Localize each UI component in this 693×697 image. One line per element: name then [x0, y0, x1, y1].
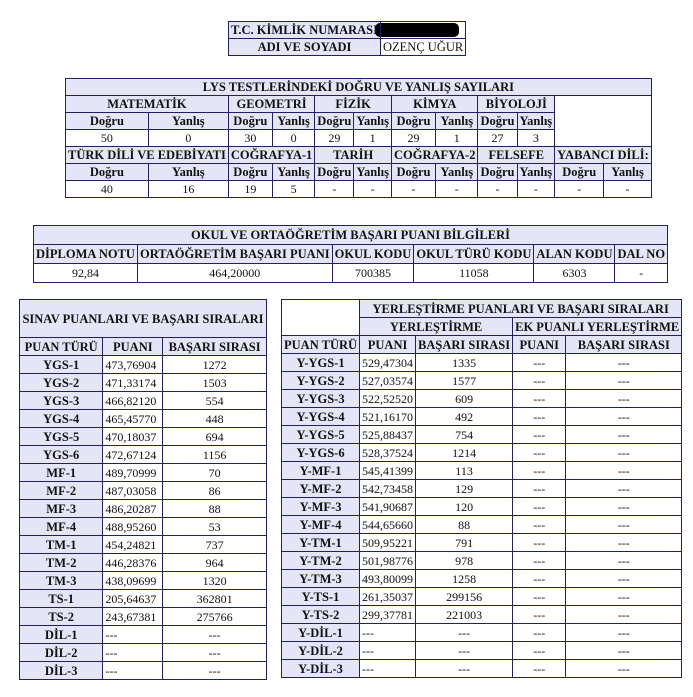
puani: 465,45770	[103, 410, 163, 428]
puan-turu: DİL-2	[20, 644, 103, 662]
wrong-count: 3	[517, 130, 555, 147]
puan-turu: TS-1	[20, 590, 103, 608]
basari-sirasi: ---	[163, 644, 267, 662]
puan-turu: TS-2	[20, 608, 103, 626]
puani: 438,09699	[103, 572, 163, 590]
lys-subject: GEOMETRİ	[228, 96, 314, 113]
basari-sirasi: 1503	[163, 374, 267, 392]
puan-turu: YGS-1	[20, 356, 103, 374]
puan-turu: TM-2	[20, 554, 103, 572]
puan-turu: MF-3	[20, 500, 103, 518]
wrong-label: Yanlış	[148, 113, 228, 130]
puani: ---	[360, 660, 416, 678]
table-row	[20, 608, 267, 626]
basari-sirasi: 113	[416, 462, 513, 480]
table-row	[20, 392, 267, 410]
wrong-label: Yanlış	[436, 164, 478, 181]
lys-subject: MATEMATİK	[66, 96, 229, 113]
okul-header: DAL NO	[615, 245, 668, 264]
puan-turu: Y-YGS-4	[282, 408, 360, 426]
wrong-label: Yanlış	[148, 164, 228, 181]
ek-puani: ---	[513, 516, 566, 534]
correct-label: Doğru	[555, 164, 604, 181]
puan-turu: TM-3	[20, 572, 103, 590]
puani: ---	[103, 626, 163, 644]
wrong-count: 0	[148, 130, 228, 147]
okul-title: OKUL VE ORTAÖĞRETİM BAŞARI PUANI BİLGİLERİ	[34, 226, 668, 245]
ek-basari-sirasi: ---	[566, 588, 682, 606]
table-row	[20, 428, 267, 446]
puani: 299,37781	[360, 606, 416, 624]
table-row	[282, 444, 682, 462]
correct-label: Doğru	[228, 113, 272, 130]
correct-count: 29	[315, 130, 354, 147]
table-row	[282, 498, 682, 516]
lys-subject: COĞRAFYA-2	[391, 147, 477, 164]
ek-basari-sirasi: ---	[566, 480, 682, 498]
wrong-label: Yanlış	[604, 164, 651, 181]
table-row	[282, 606, 682, 624]
wrong-count: -	[517, 181, 555, 198]
correct-count: 50	[66, 130, 149, 147]
puani: 525,88437	[360, 426, 416, 444]
ek-puani: ---	[513, 390, 566, 408]
basari-sirasi: ---	[416, 624, 513, 642]
ek-puani: ---	[513, 498, 566, 516]
puani: 522,52520	[360, 390, 416, 408]
table-row	[20, 446, 267, 464]
table-row	[20, 626, 267, 644]
basari-sirasi: 554	[163, 392, 267, 410]
basari-sirasi: 1320	[163, 572, 267, 590]
basari-sirasi: 88	[163, 500, 267, 518]
basari-sirasi: 129	[416, 480, 513, 498]
yerlestirme-group: YERLEŞTİRME	[360, 318, 513, 336]
basari-sirasi: 221003	[416, 606, 513, 624]
correct-count: 40	[66, 181, 149, 198]
puani: 205,64637	[103, 590, 163, 608]
table-row	[282, 570, 682, 588]
puan-turu: MF-1	[20, 464, 103, 482]
basari-sirasi: ---	[163, 662, 267, 680]
puani: 472,67124	[103, 446, 163, 464]
ek-puanli-group: EK PUANLI YERLEŞTİRME	[513, 318, 682, 336]
sinav-table	[19, 299, 267, 680]
puani: 446,28376	[103, 554, 163, 572]
table-row	[20, 500, 267, 518]
okul-header: OKUL KODU	[332, 245, 414, 264]
puan-turu: Y-MF-3	[282, 498, 360, 516]
table-row	[20, 410, 267, 428]
puani: 470,18037	[103, 428, 163, 446]
ek-puani: ---	[513, 624, 566, 642]
ek-basari-sirasi: ---	[566, 390, 682, 408]
puani: ---	[360, 624, 416, 642]
puani: ---	[103, 662, 163, 680]
puan-turu: Y-YGS-6	[282, 444, 360, 462]
table-row	[20, 464, 267, 482]
lys-title: LYS TESTLERİNDEKİ DOĞRU VE YANLIŞ SAYILARI	[66, 79, 652, 96]
correct-count: -	[478, 181, 517, 198]
ek-puani: ---	[513, 408, 566, 426]
puan-turu: YGS-6	[20, 446, 103, 464]
puani: 545,41399	[360, 462, 416, 480]
puani: 454,24821	[103, 536, 163, 554]
wrong-label: Yanlış	[517, 113, 555, 130]
puani: 489,70999	[103, 464, 163, 482]
correct-label: Doğru	[478, 164, 517, 181]
puan-turu: Y-MF-4	[282, 516, 360, 534]
ek-puani: ---	[513, 534, 566, 552]
okul-header: ALAN KODU	[534, 245, 615, 264]
basari-sirasi: 1272	[163, 356, 267, 374]
puani: 544,65660	[360, 516, 416, 534]
ek-puani: ---	[513, 354, 566, 372]
table-row	[20, 554, 267, 572]
puan-turu: Y-TS-2	[282, 606, 360, 624]
puan-turu: MF-2	[20, 482, 103, 500]
ek-puani: ---	[513, 606, 566, 624]
table-row	[282, 408, 682, 426]
ek-basari-sirasi: ---	[566, 534, 682, 552]
basari-sirasi: 1335	[416, 354, 513, 372]
table-row	[282, 516, 682, 534]
puani: 471,33174	[103, 374, 163, 392]
basari-sirasi: 1258	[416, 570, 513, 588]
ek-basari-sirasi: ---	[566, 516, 682, 534]
ek-puani: ---	[513, 372, 566, 390]
correct-label: Doğru	[391, 164, 435, 181]
puan-turu: Y-TM-2	[282, 552, 360, 570]
correct-label: Doğru	[228, 164, 272, 181]
correct-label: Doğru	[66, 113, 149, 130]
puan-turu: Y-TM-1	[282, 534, 360, 552]
lys-table	[65, 78, 652, 198]
correct-count: -	[391, 181, 435, 198]
puani: 529,47304	[360, 354, 416, 372]
wrong-count: 1	[436, 130, 478, 147]
puani: 473,76904	[103, 356, 163, 374]
ek-basari-sirasi: ---	[566, 660, 682, 678]
yerlestirme-corner-blank	[282, 300, 360, 336]
ek-basari-sirasi: ---	[566, 552, 682, 570]
basari-sirasi: 737	[163, 536, 267, 554]
ek-puani: ---	[513, 480, 566, 498]
table-row	[20, 644, 267, 662]
correct-count: -	[555, 181, 604, 198]
yerlestirme-header: PUANI	[360, 336, 416, 354]
lys-subject: TARİH	[315, 147, 392, 164]
basari-sirasi: ---	[163, 626, 267, 644]
puan-turu: TM-1	[20, 536, 103, 554]
basari-sirasi: 754	[416, 426, 513, 444]
wrong-count: 5	[272, 181, 314, 198]
yerlestirme-header: PUANI	[513, 336, 566, 354]
puan-turu: Y-DİL-1	[282, 624, 360, 642]
ek-basari-sirasi: ---	[566, 606, 682, 624]
wrong-count: 1	[354, 130, 392, 147]
yerlestirme-header: BAŞARI SIRASI	[566, 336, 682, 354]
basari-sirasi: 53	[163, 518, 267, 536]
correct-label: Doğru	[391, 113, 435, 130]
wrong-count: -	[604, 181, 651, 198]
puani: 541,90687	[360, 498, 416, 516]
puan-turu: Y-MF-2	[282, 480, 360, 498]
table-row	[20, 482, 267, 500]
wrong-count: -	[436, 181, 478, 198]
puani: 521,16170	[360, 408, 416, 426]
ek-puani: ---	[513, 588, 566, 606]
basari-sirasi: ---	[416, 642, 513, 660]
table-row	[282, 354, 682, 372]
basari-sirasi: ---	[416, 660, 513, 678]
basari-sirasi: 609	[416, 390, 513, 408]
table-row	[20, 590, 267, 608]
ek-basari-sirasi: ---	[566, 498, 682, 516]
table-row	[282, 426, 682, 444]
basari-sirasi: 978	[416, 552, 513, 570]
basari-sirasi: 362801	[163, 590, 267, 608]
puani: 501,98776	[360, 552, 416, 570]
wrong-label: Yanlış	[354, 164, 392, 181]
puani: 261,35037	[360, 588, 416, 606]
table-row	[20, 374, 267, 392]
puan-turu: YGS-2	[20, 374, 103, 392]
puan-turu: Y-TM-3	[282, 570, 360, 588]
yerlestirme-table	[281, 299, 682, 678]
lys-subject: YABANCI DİLİ:	[555, 147, 652, 164]
name-value: OZENÇ UĞUR	[381, 39, 466, 56]
ek-basari-sirasi: ---	[566, 372, 682, 390]
basari-sirasi: 88	[416, 516, 513, 534]
basari-sirasi: 275766	[163, 608, 267, 626]
wrong-label: Yanlış	[517, 164, 555, 181]
puan-turu: Y-DİL-3	[282, 660, 360, 678]
table-row	[282, 390, 682, 408]
correct-label: Doğru	[315, 164, 354, 181]
correct-count: 27	[478, 130, 517, 147]
puani: 466,82120	[103, 392, 163, 410]
basari-sirasi: 70	[163, 464, 267, 482]
basari-sirasi: 448	[163, 410, 267, 428]
sinav-header: PUANI	[103, 338, 163, 356]
lys-subject: TÜRK DİLİ VE EDEBİYATI	[66, 147, 229, 164]
okul-value: 464,20000	[137, 264, 332, 283]
okul-value: -	[615, 264, 668, 283]
puani: 487,03058	[103, 482, 163, 500]
okul-value: 700385	[332, 264, 414, 283]
basari-sirasi: 492	[416, 408, 513, 426]
puani: 486,20287	[103, 500, 163, 518]
puan-turu: DİL-3	[20, 662, 103, 680]
basari-sirasi: 1156	[163, 446, 267, 464]
puan-turu: Y-DİL-2	[282, 642, 360, 660]
wrong-label: Yanlış	[436, 113, 478, 130]
lys-subject: BİYOLOJİ	[478, 96, 555, 113]
table-row	[20, 572, 267, 590]
correct-count: 30	[228, 130, 272, 147]
okul-value: 6303	[534, 264, 615, 283]
table-row	[20, 536, 267, 554]
wrong-count: 16	[148, 181, 228, 198]
yerlestirme-title: YERLEŞTİRME PUANLARI VE BAŞARI SIRALARI	[360, 300, 682, 318]
ek-basari-sirasi: ---	[566, 570, 682, 588]
lys-subject: COĞRAFYA-1	[228, 147, 314, 164]
ek-puani: ---	[513, 552, 566, 570]
puani: ---	[360, 642, 416, 660]
puan-turu: YGS-5	[20, 428, 103, 446]
okul-header: DİPLOMA NOTU	[34, 245, 138, 264]
wrong-label: Yanlış	[272, 164, 314, 181]
lys-empty-cell	[555, 96, 652, 147]
ek-puani: ---	[513, 462, 566, 480]
basari-sirasi: 299156	[416, 588, 513, 606]
tc-label: T.C. KİMLİK NUMARASI	[229, 22, 381, 39]
ek-puani: ---	[513, 426, 566, 444]
ek-basari-sirasi: ---	[566, 426, 682, 444]
okul-header: OKUL TÜRÜ KODU	[414, 245, 534, 264]
table-row	[282, 624, 682, 642]
sinav-title: SINAV PUANLARI VE BAŞARI SIRALARI	[20, 300, 267, 338]
correct-count: 29	[391, 130, 435, 147]
correct-label: Doğru	[66, 164, 149, 181]
puan-turu: YGS-4	[20, 410, 103, 428]
sinav-header: BAŞARI SIRASI	[163, 338, 267, 356]
ek-basari-sirasi: ---	[566, 624, 682, 642]
puani: 488,95260	[103, 518, 163, 536]
tc-value-redacted	[381, 22, 466, 39]
ek-puani: ---	[513, 642, 566, 660]
lys-subject: FİZİK	[315, 96, 392, 113]
okul-value: 92,84	[34, 264, 138, 283]
basari-sirasi: 120	[416, 498, 513, 516]
table-row	[282, 534, 682, 552]
correct-label: Doğru	[478, 113, 517, 130]
puani: ---	[103, 644, 163, 662]
okul-table	[33, 225, 668, 283]
wrong-label: Yanlış	[354, 113, 392, 130]
wrong-label: Yanlış	[272, 113, 314, 130]
table-row	[282, 462, 682, 480]
identity-table	[228, 21, 466, 56]
ek-basari-sirasi: ---	[566, 462, 682, 480]
table-row	[282, 588, 682, 606]
basari-sirasi: 694	[163, 428, 267, 446]
ek-puani: ---	[513, 570, 566, 588]
lys-subject: KİMYA	[391, 96, 477, 113]
table-row	[20, 356, 267, 374]
puan-turu: DİL-1	[20, 626, 103, 644]
correct-label: Doğru	[315, 113, 354, 130]
table-row	[20, 518, 267, 536]
okul-value: 11058	[414, 264, 534, 283]
correct-count: -	[315, 181, 354, 198]
puan-turu: Y-YGS-5	[282, 426, 360, 444]
puan-turu: Y-MF-1	[282, 462, 360, 480]
yerlestirme-header: BAŞARI SIRASI	[416, 336, 513, 354]
wrong-count: 0	[272, 130, 314, 147]
redaction-mark	[375, 23, 459, 37]
puani: 542,73458	[360, 480, 416, 498]
sinav-header: PUAN TÜRÜ	[20, 338, 103, 356]
puan-turu: MF-4	[20, 518, 103, 536]
correct-count: 19	[228, 181, 272, 198]
ek-puani: ---	[513, 660, 566, 678]
wrong-count: -	[354, 181, 392, 198]
puani: 493,80099	[360, 570, 416, 588]
table-row	[282, 552, 682, 570]
basari-sirasi: 791	[416, 534, 513, 552]
ek-puani: ---	[513, 444, 566, 462]
name-label: ADI VE SOYADI	[229, 39, 381, 56]
table-row	[282, 372, 682, 390]
ek-basari-sirasi: ---	[566, 444, 682, 462]
table-row	[282, 642, 682, 660]
puan-turu: Y-YGS-3	[282, 390, 360, 408]
puani: 509,95221	[360, 534, 416, 552]
table-row	[282, 480, 682, 498]
table-row	[20, 662, 267, 680]
basari-sirasi: 964	[163, 554, 267, 572]
basari-sirasi: 86	[163, 482, 267, 500]
puani: 243,67381	[103, 608, 163, 626]
basari-sirasi: 1577	[416, 372, 513, 390]
puan-turu: YGS-3	[20, 392, 103, 410]
table-row	[282, 660, 682, 678]
ek-basari-sirasi: ---	[566, 642, 682, 660]
lys-subject: FELSEFE	[478, 147, 555, 164]
puan-turu: Y-YGS-2	[282, 372, 360, 390]
puani: 528,37524	[360, 444, 416, 462]
puani: 527,03574	[360, 372, 416, 390]
puan-turu: Y-TS-1	[282, 588, 360, 606]
ek-basari-sirasi: ---	[566, 408, 682, 426]
yerlestirme-header: PUAN TÜRÜ	[282, 336, 360, 354]
ek-basari-sirasi: ---	[566, 354, 682, 372]
okul-header: ORTAÖĞRETİM BAŞARI PUANI	[137, 245, 332, 264]
basari-sirasi: 1214	[416, 444, 513, 462]
puan-turu: Y-YGS-1	[282, 354, 360, 372]
